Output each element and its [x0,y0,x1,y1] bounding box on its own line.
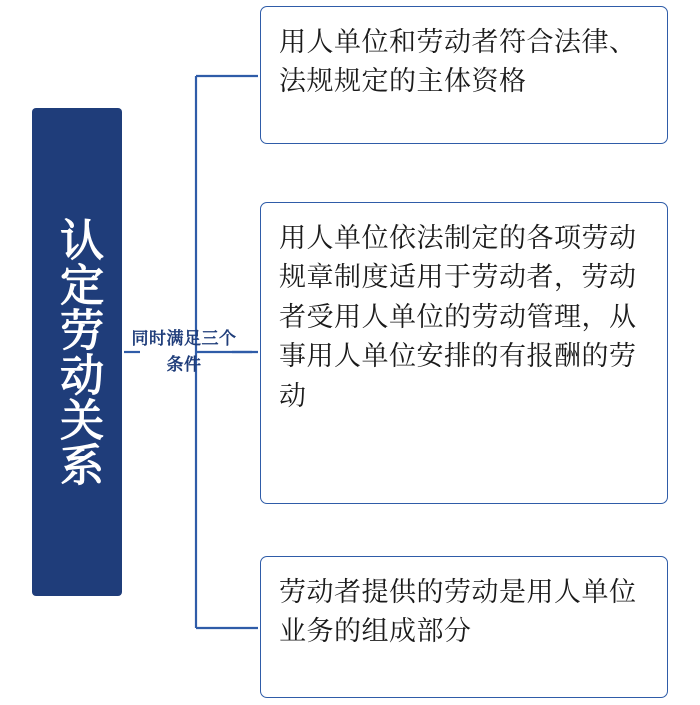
condition-box-1 [260,6,668,144]
condition-box-2-text: 用人单位依法制定的各项劳动规章制度适用于劳动者，劳动者受用人单位的劳动管理，从事用人单位安排的有报酬的劳动 [279,223,637,411]
condition-box-1-text: 用人单位和劳动者符合法律、法规规定的主体资格 [279,27,637,97]
root-node [32,108,122,596]
connector-label: 同时满足三个条件 [131,329,237,375]
condition-box-2 [260,202,668,504]
condition-box-3 [260,556,668,698]
condition-box-3-text: 劳动者提供的劳动是用人单位业务的组成部分 [279,577,637,647]
root-node-label: 认定劳动关系 [53,217,103,487]
